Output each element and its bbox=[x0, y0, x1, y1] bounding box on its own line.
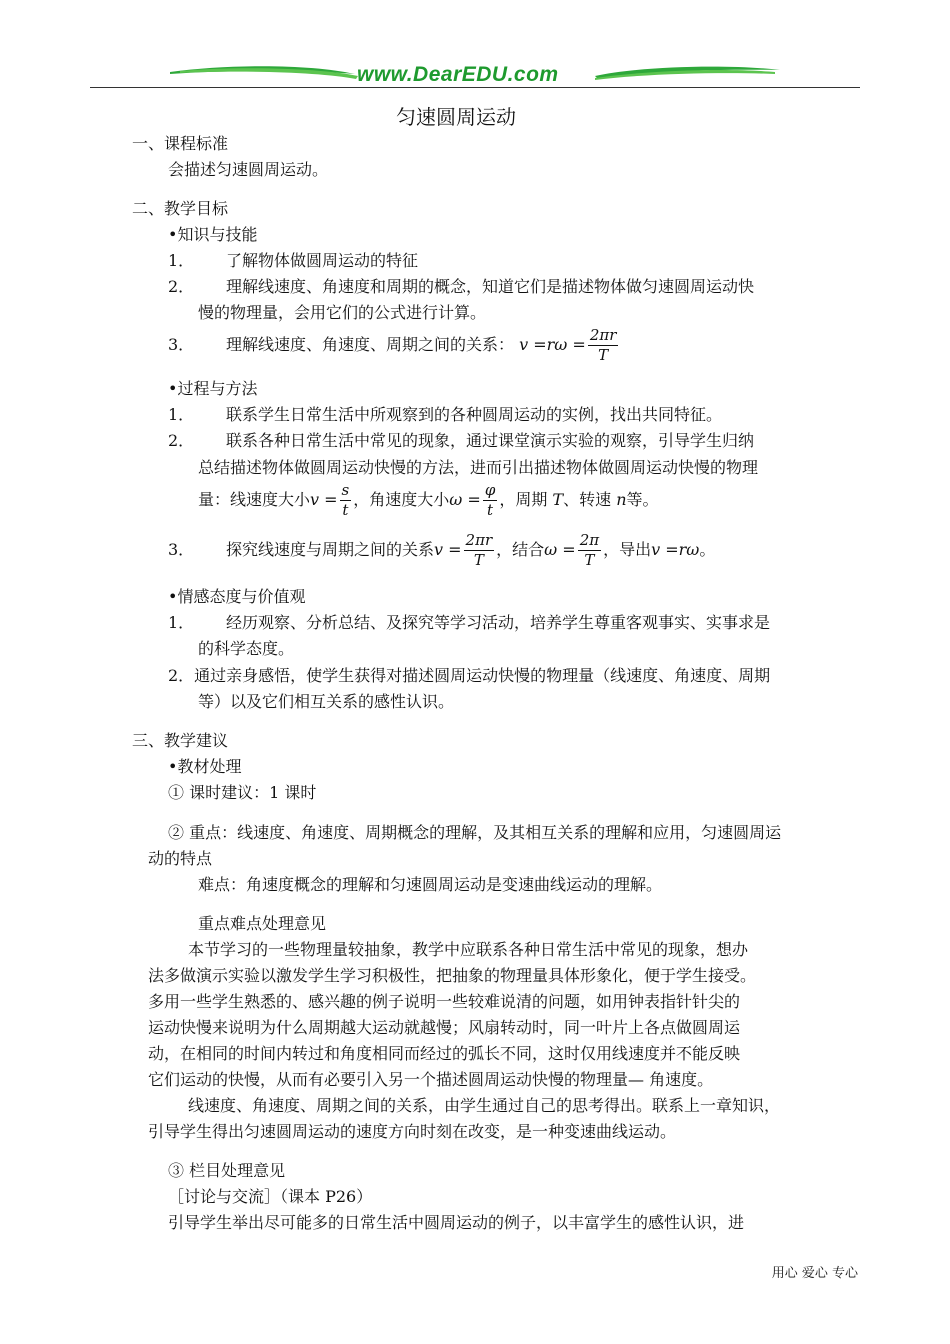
knowledge-heading: •知识与技能 bbox=[168, 225, 258, 244]
knowledge-item-2: 2． 理解线速度、角速度和周期的概念，知道它们是描述物体做匀速圆周运动快 bbox=[168, 277, 755, 296]
para1-line: 它们运动的快慢，从而有必要引入另一个描述圆周运动快慢的物理量— 角速度。 bbox=[148, 1070, 714, 1089]
para2-line: 线速度、角速度、周期之间的关系，由学生通过自己的思考得出。联系上一章知识， bbox=[188, 1096, 781, 1115]
last-line: 引导学生举出尽可能多的日常生活中圆周运动的例子，以丰富学生的感性认识，进 bbox=[168, 1213, 745, 1232]
para1-line: 多用一些学生熟悉的、感兴趣的例子说明一些较难说清的问题，如用钟表指针针尖的 bbox=[148, 992, 741, 1011]
section1-text: 会描述匀速圆周运动。 bbox=[168, 160, 329, 179]
process-item-2: 2． 联系各种日常生活中常见的现象，通过课堂演示实验的观察，引导学生归纳 bbox=[168, 431, 755, 450]
formula-lhs: v =rω = bbox=[519, 335, 586, 354]
section3-heading: 三、教学建议 bbox=[132, 731, 229, 750]
page-title: 匀速圆周运动 bbox=[396, 105, 516, 129]
column-heading: ③ 栏目处理意见 bbox=[168, 1161, 286, 1180]
emotion-heading: •情感态度与价值观 bbox=[168, 587, 306, 606]
section2-heading: 二、教学目标 bbox=[132, 199, 229, 218]
para1-line: 法多做演示实验以激发学生学习积极性，把抽象的物理量具体形象化，便于学生接受。 bbox=[148, 966, 757, 985]
knowledge-item-2-cont: 慢的物理量，会用它们的公式进行计算。 bbox=[198, 303, 487, 322]
section1-heading: 一、课程标准 bbox=[132, 134, 229, 153]
emotion-item-2: 2．通过亲身感悟，使学生获得对描述圆周运动快慢的物理量（线速度、角速度、周期 bbox=[168, 666, 771, 685]
process-heading: •过程与方法 bbox=[168, 379, 258, 398]
emotion-item-2-cont: 等）以及它们相互关系的感性认识。 bbox=[198, 692, 455, 711]
para1-line: 运动快慢来说明为什么周期越大运动就越慢；风扇转动时，同一叶片上各点做圆周运 bbox=[148, 1018, 741, 1037]
process-item-1: 1． 联系学生日常生活中所观察到的各种圆周运动的实例，找出共同特征。 bbox=[168, 405, 723, 424]
key-points: ② 重点：线速度、角速度、周期概念的理解，及其相互关系的理解和应用，匀速圆周运 bbox=[168, 823, 782, 842]
class-hours: ① 课时建议：1 课时 bbox=[168, 783, 317, 802]
knowledge-item-3: 3． 理解线速度、角速度、周期之间的关系： v =rω = $\frac{2\pi r}{T}$ bbox=[168, 326, 617, 364]
header-rule bbox=[90, 87, 860, 88]
para2-line: 引导学生得出匀速圆周运动的速度方向时刻在改变，是一种变速曲线运动。 bbox=[148, 1122, 677, 1141]
page-footer: 用心 爱心 专心 bbox=[771, 1266, 858, 1281]
para1-line: 动，在相同的时间内转过和角度相同而经过的弧长不同，这时仅用线速度并不能反映 bbox=[148, 1044, 741, 1063]
para1-line: 本节学习的一些物理量较抽象，教学中应联系各种日常生活中常见的现象，想办 bbox=[188, 940, 749, 959]
site-logo-text[interactable]: www.DearEDU.com bbox=[357, 63, 559, 86]
emotion-item-1: 1． 经历观察、分析总结、及探究等学习活动，培养学生尊重客观事实、实事求是 bbox=[168, 613, 771, 632]
process-item-2-cont: 总结描述物体做圆周运动快慢的方法，进而引出描述物体做圆周运动快慢的物理 bbox=[198, 458, 759, 477]
process-item-3: 3． 探究线速度与周期之间的关系v = $\frac{2\pi r}{T}$ ，结合ω = $\frac{2\pi}{T}$ ，导出v =rω。 bbox=[168, 531, 716, 569]
key-points-cont: 动的特点 bbox=[148, 849, 213, 868]
difficult-points: 难点：角速度概念的理解和匀速圆周运动是变速曲线运动的理解。 bbox=[198, 875, 663, 894]
emotion-item-1-cont: 的科学态度。 bbox=[198, 639, 295, 658]
discussion-heading: ［讨论与交流］（课本 P26） bbox=[168, 1187, 373, 1206]
process-item-2-formulas: 量：线速度大小v = $\frac{s}{t}$ ，角速度大小ω = $\frac{\varphi}{t}$ ，周期 T、转速 n等。 bbox=[198, 481, 659, 519]
knowledge-item-1: 1． 了解物体做圆周运动的特征 bbox=[168, 251, 419, 270]
formula-fraction: $\frac{2\pi r}{T}$ bbox=[589, 326, 617, 364]
opinion-heading: 重点难点处理意见 bbox=[198, 914, 327, 933]
material-heading: •教材处理 bbox=[168, 757, 242, 776]
